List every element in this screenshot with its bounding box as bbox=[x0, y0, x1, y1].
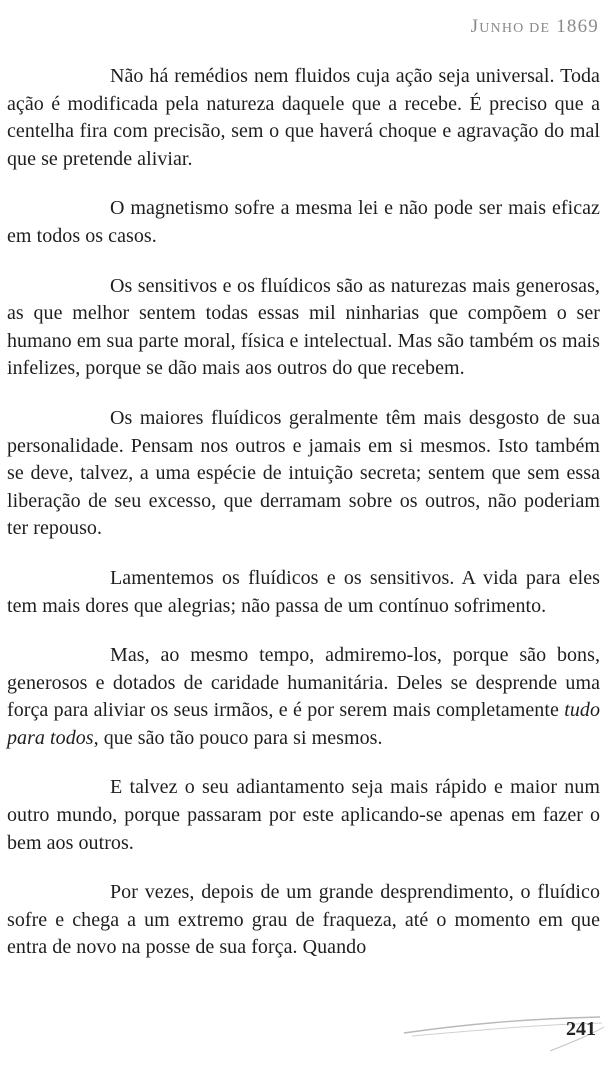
paragraph-4: Os maiores fluídicos geralmente têm mais desgosto de sua personalidade. Pensam nos outros e jamais em si mesmos. Isto também se deve, talvez, a uma espécie de intuição secreta; sentem que sem essa liberação de seu excesso, que derramam sobre os outros, não poderiam ter repouso. bbox=[7, 406, 600, 540]
paragraph-5: Lamentemos os fluídicos e os sensitivos. A vida para eles tem mais dores que alegrias; não passa de um contínuo sofrimento. bbox=[7, 566, 600, 617]
paragraph-1: Não há remédios nem fluidos cuja ação seja universal. Toda ação é modificada pela natureza daquele que a recebe. É preciso que a centelha fira com precisão, sem o que haverá choque e agravação do mal que se pretende aliviar. bbox=[7, 65, 600, 170]
paragraph-6-text-before: Mas, ao mesmo tempo, admiremo-los, porque são bons, generosos e dotados de caridade humanitária. Deles se desprende uma força para aliviar os seus irmãos, e é por serem mais completamente bbox=[7, 644, 600, 722]
paragraph-7: E talvez o seu adiantamento seja mais rápido e maior num outro mundo, porque passaram por este aplicando-se apenas em fazer o bem aos outros. bbox=[7, 776, 600, 854]
paragraph-6-text-after: , que são tão pouco para si mesmos. bbox=[93, 726, 383, 749]
paragraph-2: O magnetismo sofre a mesma lei e não pode ser mais eficaz em todos os casos. bbox=[7, 197, 600, 247]
paragraph-8: Por vezes, depois de um grande desprendimento, o fluídico sofre e chega a um extremo grau de fraqueza, até o momento em que entra de novo na posse de sua força. Quando bbox=[7, 881, 600, 959]
running-header bbox=[471, 16, 599, 38]
paragraph-6 bbox=[7, 642, 600, 752]
header-month-initial: J bbox=[470, 16, 480, 37]
paragraph-3: Os sensitivos e os fluídicos são as naturezas mais generosas, as que melhor sentem todas essas mil ninharias que compõem o ser humano em sua parte moral, física e intelectual. Mas são também os mais infelizes, porque se dão mais aos outros do que recebem. bbox=[7, 274, 600, 380]
header-year: 1869 bbox=[556, 16, 599, 37]
page-number: 241 bbox=[566, 1018, 596, 1040]
page-body bbox=[7, 63, 600, 984]
paragraph-6-italic: tudo para todos bbox=[7, 699, 600, 749]
header-month-rest: UNHO DE bbox=[479, 21, 551, 36]
